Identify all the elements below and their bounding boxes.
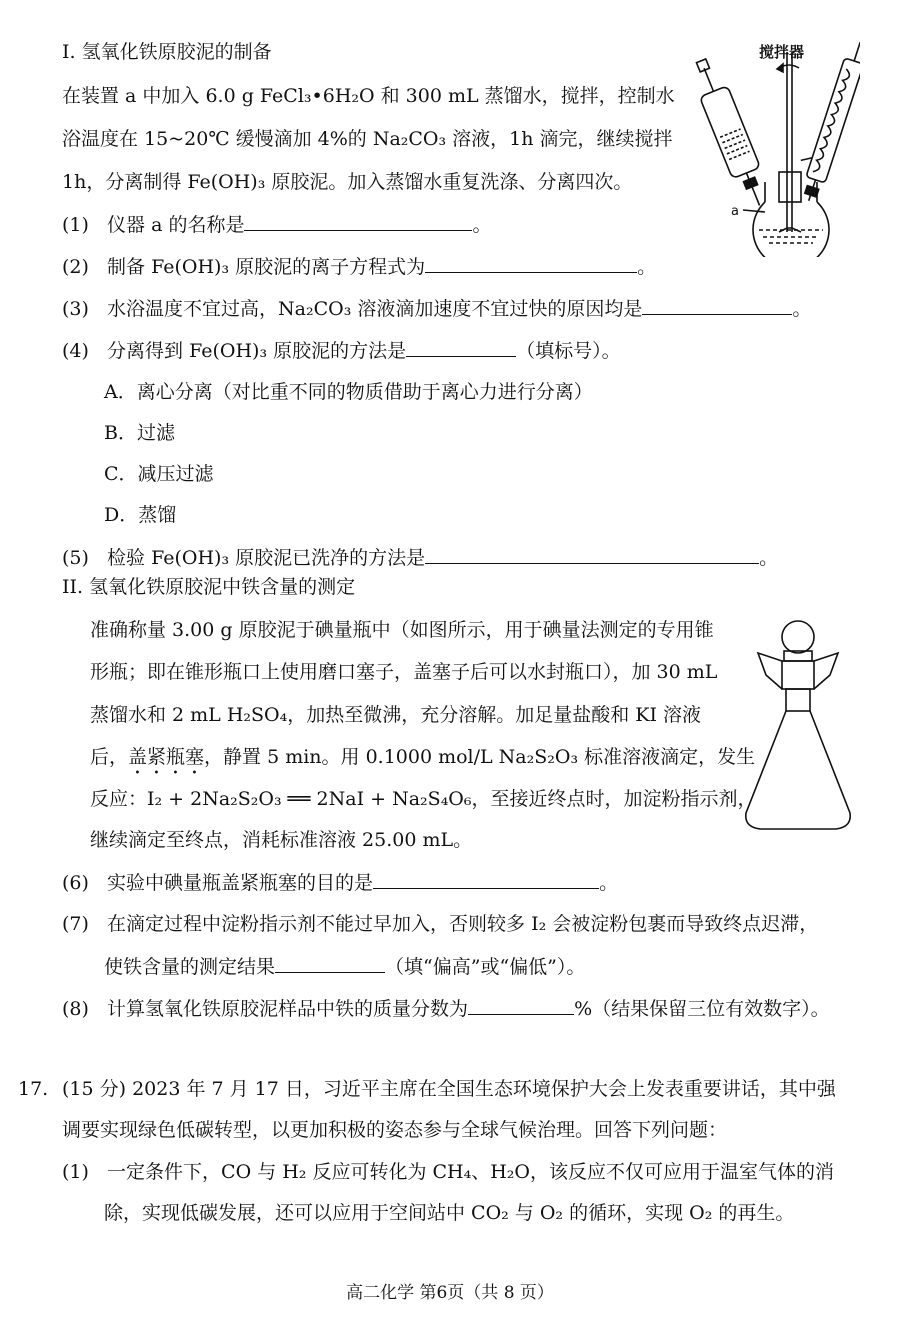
option-d: D．蒸馏: [104, 504, 177, 526]
question-7: [62, 912, 818, 936]
part1-title: I. 氢氧化铁原胶泥的制备: [62, 41, 272, 63]
answer-blank[interactable]: [244, 212, 472, 231]
question-6: [62, 870, 618, 895]
question-number: (4): [62, 340, 89, 362]
question-end: 。: [637, 256, 657, 278]
text-fragment: 后，: [90, 746, 129, 768]
question-end: 。: [759, 547, 779, 569]
question-17-line: 调要实现绿色低碳转型，以更加积极的姿态参与全球气候治理。回答下列问题：: [62, 1119, 728, 1141]
question-text: 制备 Fe(OH)₃ 原胶泥的离子方程式为: [107, 256, 426, 278]
question-17-line: (15 分) 2023 年 7 月 17 日，习近平主席在全国生态环境保护大会上发表重要讲话，其中强: [62, 1078, 836, 1100]
question-number: (1): [62, 1161, 89, 1183]
question-number: (7): [62, 913, 89, 935]
question-end: 。: [472, 214, 492, 236]
question-2: [62, 254, 656, 279]
question-8: [62, 996, 830, 1021]
flask-label: a: [731, 204, 739, 219]
question-3: [62, 296, 811, 321]
question-text: 检验 Fe(OH)₃ 原胶泥已洗净的方法是: [107, 547, 426, 569]
question-5: [62, 545, 778, 570]
question-number: (5): [62, 547, 89, 569]
three-neck-flask-diagram: [675, 32, 860, 257]
answer-blank[interactable]: [642, 296, 792, 315]
question-number: (8): [62, 998, 89, 1020]
question-text: 计算氢氧化铁原胶泥样品中铁的质量分数为: [107, 998, 469, 1020]
question-text: 仪器 a 的名称是: [107, 214, 245, 236]
answer-blank[interactable]: [425, 254, 637, 273]
question-17-1-line-2: 除，实现低碳发展，还可以应用于空间站中 CO₂ 与 O₂ 的循环，实现 O₂ 的再生。: [104, 1202, 795, 1224]
text-fragment: ，静置 5 min。用 0.1000 mol/L Na₂S₂O₃ 标准溶液滴定，发生: [204, 746, 756, 768]
question-end: 。: [792, 298, 812, 320]
answer-blank[interactable]: [425, 545, 759, 564]
part2-title: II. 氢氧化铁原胶泥中铁含量的测定: [62, 576, 356, 598]
question-number: (6): [62, 872, 89, 894]
question-text: 实验中碘量瓶盖紧瓶塞的目的是: [107, 872, 374, 894]
part2-paragraph-line: [90, 745, 755, 779]
part1-paragraph-line: 1h，分离制得 Fe(OH)₃ 原胶泥。加入蒸馏水重复洗涤、分离四次。: [62, 171, 633, 193]
question-7-line-2: [104, 954, 585, 979]
stirrer-label: 搅拌器: [759, 43, 805, 61]
iodine-flask-figure: [738, 615, 858, 840]
part1-paragraph-line: 在装置 a 中加入 6.0 g FeCl₃•6H₂O 和 300 mL 蒸馏水，搅拌，控制水: [62, 85, 675, 107]
page-footer: 高二化学 第6页（共 8 页）: [346, 1283, 554, 1303]
question-number: (3): [62, 298, 89, 320]
option-a: A．离心分离（对比重不同的物质借助于离心力进行分离）: [104, 381, 593, 403]
option-c: C．减压过滤: [104, 463, 214, 485]
question-text: 水浴温度不宜过高，Na₂CO₃ 溶液滴加速度不宜过快的原因均是: [107, 298, 643, 320]
question-17-1: [62, 1160, 834, 1184]
question-4: [62, 338, 621, 363]
answer-blank[interactable]: [468, 996, 574, 1015]
question-number: (2): [62, 256, 89, 278]
question-number: (1): [62, 214, 89, 236]
question-1: [62, 212, 491, 237]
emphasized-text: 盖紧瓶塞: [128, 746, 205, 768]
part2-paragraph-line: 形瓶；即在锥形瓶口上使用磨口塞子，盖塞子后可以水封瓶口），加 30 mL: [90, 661, 718, 683]
part1-paragraph-line: 浴温度在 15~20℃ 缓慢滴加 4%的 Na₂CO₃ 溶液，1h 滴完，继续搅拌: [62, 128, 673, 150]
question-text: 在滴定过程中淀粉指示剂不能过早加入，否则较多 I₂ 会被淀粉包裹而导致终点迟滞，: [107, 913, 819, 935]
question-text: 一定条件下，CO 与 H₂ 反应可转化为 CH₄、H₂O，该反应不仅可应用于温室气体的消: [107, 1161, 834, 1183]
reaction-equation-line: 反应：I₂ + 2Na₂S₂O₃ ══ 2NaI + Na₂S₄O₆，至接近终点时，加淀粉指示剂，: [90, 788, 757, 810]
question-end: （填标号）。: [516, 340, 621, 362]
option-b: B．过滤: [104, 422, 175, 444]
question-end: 。: [599, 872, 619, 894]
iodine-flask-icon: [738, 615, 858, 840]
answer-blank[interactable]: [373, 870, 599, 889]
question-17-number: 17.: [18, 1078, 49, 1100]
question-end: （填“偏高”或“偏低”）。: [385, 956, 586, 978]
part2-paragraph-line: 蒸馏水和 2 mL H₂SO₄，加热至微沸，充分溶解。加足量盐酸和 KI 溶液: [90, 704, 702, 726]
answer-blank[interactable]: [275, 954, 385, 973]
part2-paragraph-line: 继续滴定至终点，消耗标准溶液 25.00 mL。: [90, 829, 473, 851]
answer-blank[interactable]: [406, 338, 516, 357]
question-text: 分离得到 Fe(OH)₃ 原胶泥的方法是: [107, 340, 407, 362]
apparatus-figure: [675, 32, 860, 257]
question-text: 使铁含量的测定结果: [104, 956, 276, 978]
question-end: %（结果保留三位有效数字）。: [574, 998, 830, 1020]
part2-paragraph-line: 准确称量 3.00 g 原胶泥于碘量瓶中（如图所示，用于碘量法测定的专用锥: [90, 619, 714, 641]
